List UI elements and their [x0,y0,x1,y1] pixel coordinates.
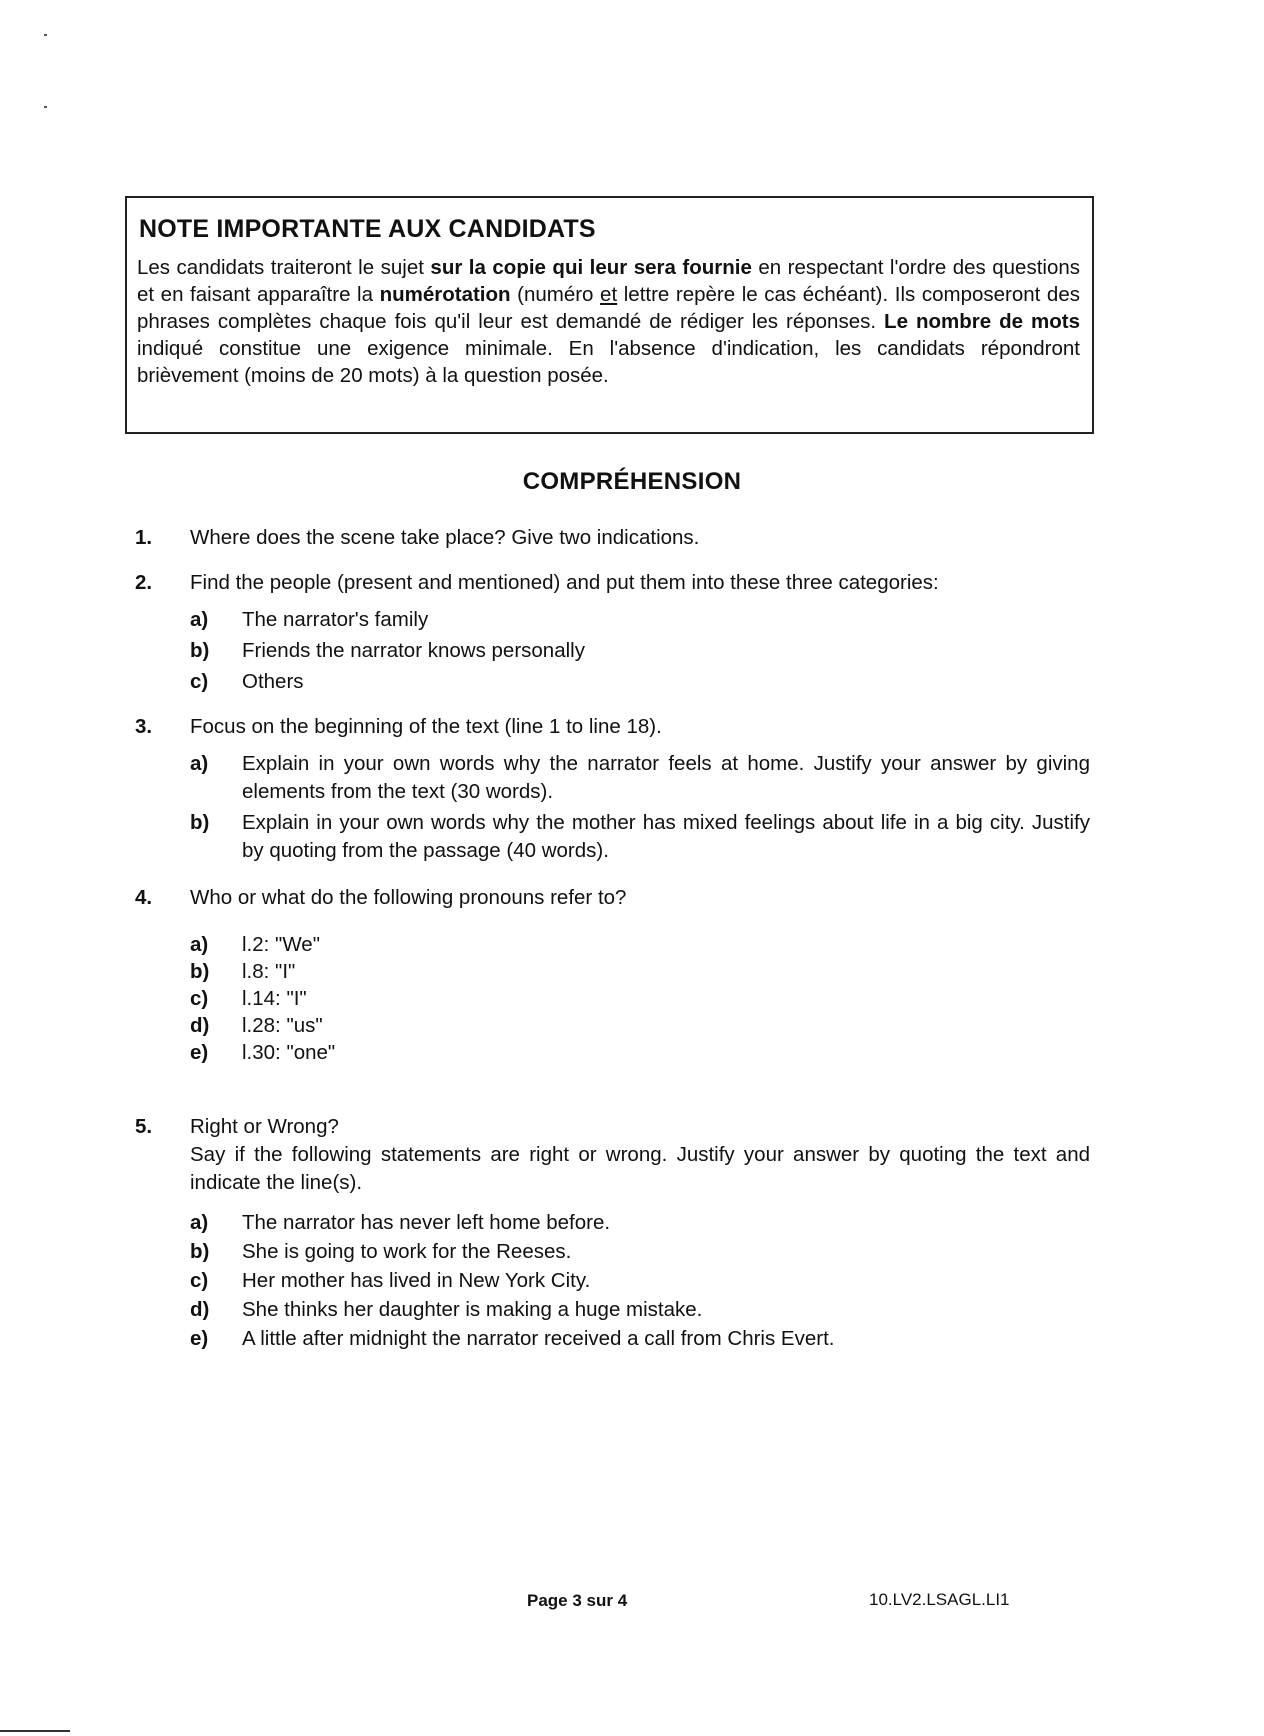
question-text: Who or what do the following pronouns refer to? [190,886,627,909]
sub-item: e) l.30: "one" [190,1041,336,1064]
question-number: 1. [135,526,153,549]
sub-list [190,1208,1090,1353]
sub-list [190,750,1090,865]
question-list [135,524,1090,1353]
sub-item: b) Friends the narrator knows personally [190,639,585,662]
sub-item: c) l.14: "I" [190,987,307,1010]
question-text: Find the people (present and mentioned) and put them into these three categories: [190,571,939,594]
important-note-box [125,196,1094,434]
sub-item: a) Explain in your own words why the narrator feels at home. Justify your answer by giving elements from the text (30 words). [190,752,1090,803]
sub-item: e) A little after midnight the narrator received a call from Chris Evert. [190,1327,835,1350]
page-number: Page 3 sur 4 [527,1591,628,1610]
question-instruction: Say if the following statements are right or wrong. Justify your answer by quoting the text and indicate the line(s). [190,1143,1090,1194]
sub-item: a) The narrator has never left home before. [190,1211,611,1234]
question-number: 4. [135,886,153,909]
question-4 [135,884,1090,1066]
sub-item: d) She thinks her daughter is making a huge mistake. [190,1298,703,1321]
sub-item: d) l.28: "us" [190,1014,323,1037]
sub-list [190,606,1090,696]
question-number: 5. [135,1115,153,1138]
question-1 [135,524,1090,552]
question-text: Right or Wrong? [190,1115,339,1138]
exam-code: 10.LV2.LSAGL.LI1 [869,1590,1010,1609]
question-text: Focus on the beginning of the text (line 1 to line 18). [190,715,662,738]
question-2 [135,569,1090,696]
sub-item: a) l.2: "We" [190,933,320,956]
section-title: COMPRÉHENSION [522,468,742,495]
sub-item: a) The narrator's family [190,608,429,631]
sub-item: b) Explain in your own words why the mother has mixed feelings about life in a big city. Justify by quoting from the passage (40 words). [190,811,1090,862]
question-text: Where does the scene take place? Give two indications. [190,526,700,549]
sub-item: c) Others [190,670,304,693]
sub-item: b) l.8: "I" [190,960,296,983]
scan-speck [44,34,47,36]
scan-speck [44,106,47,108]
question-5 [135,1113,1090,1353]
question-number: 2. [135,571,153,594]
note-body: Les candidats traiteront le sujet sur la copie qui leur sera fournie en respectant l'ordre des questions et en faisant apparaître la numérotation (numéro et lettre repère le cas échéant). Ils composeront des phrases complètes chaque fois qu'il leur est demandé de rédiger les réponses. Le nombre de mots indiqué constitue une exigence minimale. En l'absence d'indication, les candidats répondront brièvement (moins de 20 mots) à la question posée. [137,256,1081,387]
question-3 [135,713,1090,865]
sub-list [190,931,1090,1066]
scan-edge-line [0,1730,70,1732]
sub-item: c) Her mother has lived in New York City. [190,1269,591,1292]
sub-item: b) She is going to work for the Reeses. [190,1240,572,1263]
note-title: NOTE IMPORTANTE AUX CANDIDATS [139,215,596,243]
question-number: 3. [135,715,153,738]
